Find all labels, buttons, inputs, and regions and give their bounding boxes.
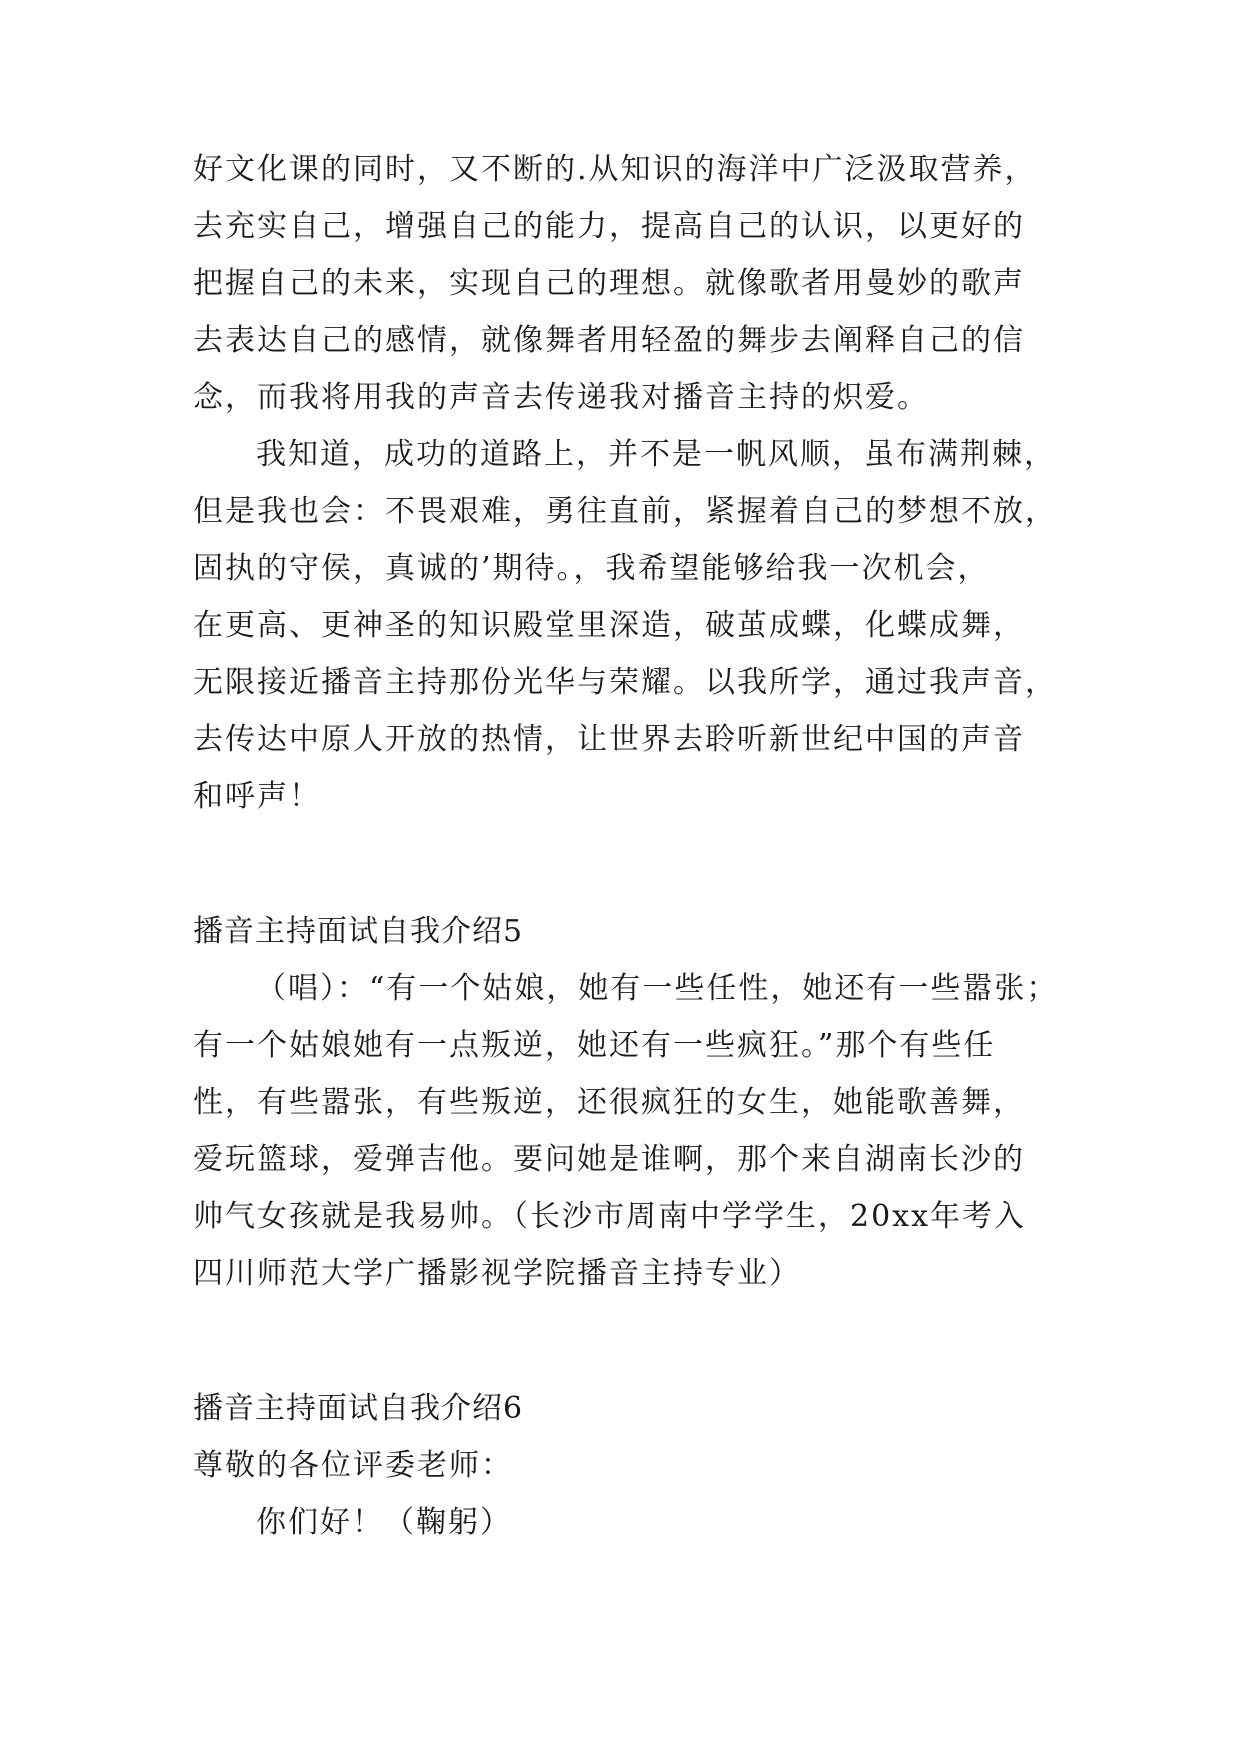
paragraph-line: 帅气女孩就是我易帅。（长沙市周南中学学生，20xx年考入 — [193, 1199, 1027, 1234]
paragraph-line: 性，有些嚣张，有些叛逆，还很疯狂的女生，她能歌善舞， — [193, 1085, 1025, 1120]
section-heading: 播音主持面试自我介绍5 — [193, 914, 524, 949]
paragraph-line: 去充实自己，增强自己的能力，提高自己的认识，以更好的 — [193, 209, 1025, 244]
paragraph-line: 我知道，成功的道路上，并不是一帆风顺，虽布满荆棘， — [256, 437, 1056, 472]
paragraph-line: 无限接近播音主持那份光华与荣耀。以我所学，通过我声音， — [193, 665, 1057, 700]
paragraph-line: 爱玩篮球，爱弹吉他。要问她是谁啊，那个来自湖南长沙的 — [193, 1142, 1025, 1177]
paragraph-line: 去传达中原人开放的热情，让世界去聆听新世纪中国的声音 — [193, 722, 1025, 757]
greeting: 你们好！（鞠躬） — [256, 1505, 512, 1540]
paragraph-line: 和呼声！ — [193, 779, 321, 814]
paragraph-line: （唱）：“有一个姑娘，她有一些任性，她还有一些嚣张； — [256, 971, 1059, 1006]
paragraph-line: 在更高、更神圣的知识殿堂里深造，破茧成蝶，化蝶成舞， — [193, 608, 1025, 643]
paragraph-line: 念，而我将用我的声音去传递我对播音主持的炽爱。 — [193, 380, 929, 415]
paragraph-line: 有一个姑娘她有一点叛逆，她还有一些疯狂。”那个有些任 — [193, 1028, 996, 1063]
paragraph-line: 四川师范大学广播影视学院播音主持专业） — [193, 1256, 801, 1291]
paragraph-line: 好文化课的同时，又不断的.从知识的海洋中广泛汲取营养， — [193, 152, 1037, 187]
salutation: 尊敬的各位评委老师： — [193, 1448, 513, 1483]
paragraph-line: 去表达自己的感情，就像舞者用轻盈的舞步去阐释自己的信 — [193, 323, 1025, 358]
paragraph-line: 但是我也会：不畏艰难，勇往直前，紧握着自己的梦想不放， — [193, 494, 1057, 529]
section-heading: 播音主持面试自我介绍6 — [193, 1391, 524, 1426]
paragraph-line: 把握自己的未来，实现自己的理想。就像歌者用曼妙的歌声 — [193, 266, 1025, 301]
paragraph-line: 固执的守侯，真诚的’期待。，我希望能够给我一次机会， — [193, 551, 990, 586]
